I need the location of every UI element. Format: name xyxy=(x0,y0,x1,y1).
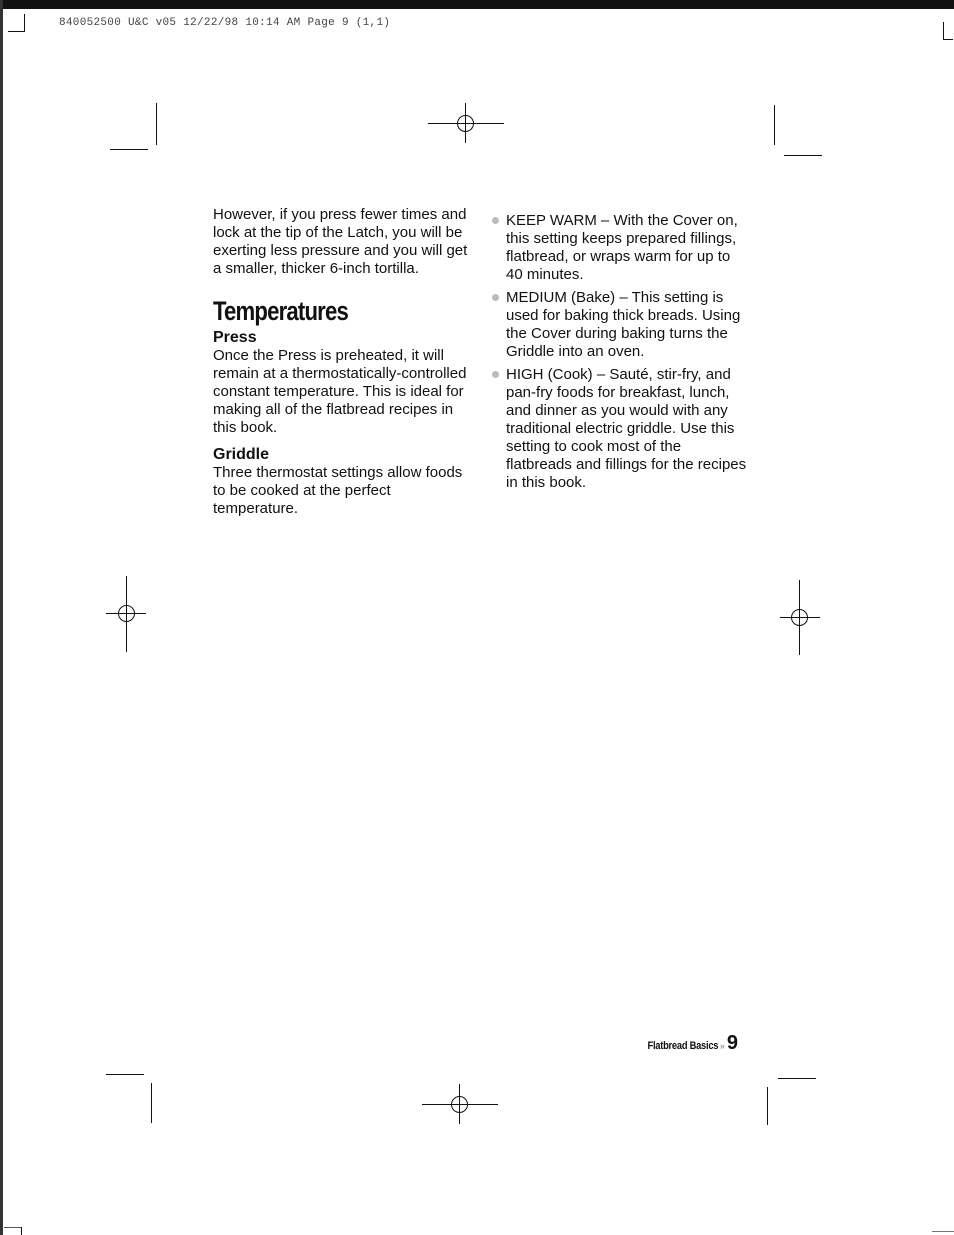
griddle-body: Three thermostat settings allow foods to be cooked at the perfect temperature. xyxy=(213,464,463,517)
crop-mark-top-right-v xyxy=(774,105,775,145)
griddle-subheading: Griddle xyxy=(213,446,270,463)
list-item-text: HIGH (Cook) – Sauté, stir-fry, and pan-fry foods for breakfast, lunch, and dinner as you would with any traditional electric griddle. Use this setting to cook most of the flatbreads and fillings for the recipes in this book. xyxy=(506,366,747,491)
crop-mark-bottom-left-h xyxy=(106,1074,144,1075)
top-border xyxy=(0,0,954,9)
registration-mark-right xyxy=(780,580,820,655)
right-column xyxy=(492,212,750,497)
press-body: Once the Press is preheated, it will remain at a thermostatically-controlled constant temperature. This is ideal for making all of the flatbread recipes in this book. xyxy=(213,347,467,436)
corner-mark-top-right-h xyxy=(943,39,953,40)
slug-line: 840052500 U&C v05 12/22/98 10:14 AM Page 9 (1,1) xyxy=(59,17,391,29)
corner-mark-bottom-left-h xyxy=(4,1227,22,1228)
crop-mark-top-left-v xyxy=(156,103,157,145)
list-item xyxy=(492,212,750,284)
page-footer xyxy=(635,1032,738,1055)
corner-mark-top-right-v xyxy=(943,22,944,40)
list-item xyxy=(492,289,750,361)
list-item-text: MEDIUM (Bake) – This setting is used for baking thick breads. Using the Cover during baking turns the Griddle into an oven. xyxy=(506,289,741,360)
list-item xyxy=(492,366,750,492)
left-edge xyxy=(0,0,3,1235)
crop-mark-top-left-h xyxy=(110,149,148,150)
bullet-icon xyxy=(492,371,499,378)
corner-mark-top-left-v xyxy=(24,14,25,32)
bullet-icon xyxy=(492,294,499,301)
crop-mark-top-right-h xyxy=(784,155,822,156)
intro-paragraph: However, if you press fewer times and lock at the tip of the Latch, you will be exerting less pressure and you will get a smaller, thicker 6-inch tortilla. xyxy=(213,206,468,277)
crop-mark-bottom-left-v xyxy=(151,1083,152,1123)
registration-mark-top xyxy=(428,103,504,143)
crop-mark-bottom-right-h xyxy=(778,1078,816,1079)
registration-mark-bottom xyxy=(422,1084,498,1124)
left-column xyxy=(213,206,475,518)
registration-mark-left xyxy=(106,576,146,652)
page-number: 9 xyxy=(726,1032,738,1054)
corner-mark-bottom-right-h xyxy=(932,1231,954,1232)
bullet-icon xyxy=(492,217,499,224)
crop-mark-bottom-right-v xyxy=(767,1087,768,1125)
corner-mark-bottom-left-v xyxy=(21,1227,22,1235)
section-heading: Temperatures xyxy=(213,296,348,326)
list-item-text: KEEP WARM – With the Cover on, this setting keeps prepared fillings, flatbread, or wraps warm for up to 40 minutes. xyxy=(506,212,738,283)
footer-separator: » xyxy=(719,1041,725,1051)
press-subheading: Press xyxy=(213,329,257,346)
corner-mark-top-left-h xyxy=(8,31,25,32)
footer-section-title: Flatbread Basics xyxy=(647,1040,718,1052)
